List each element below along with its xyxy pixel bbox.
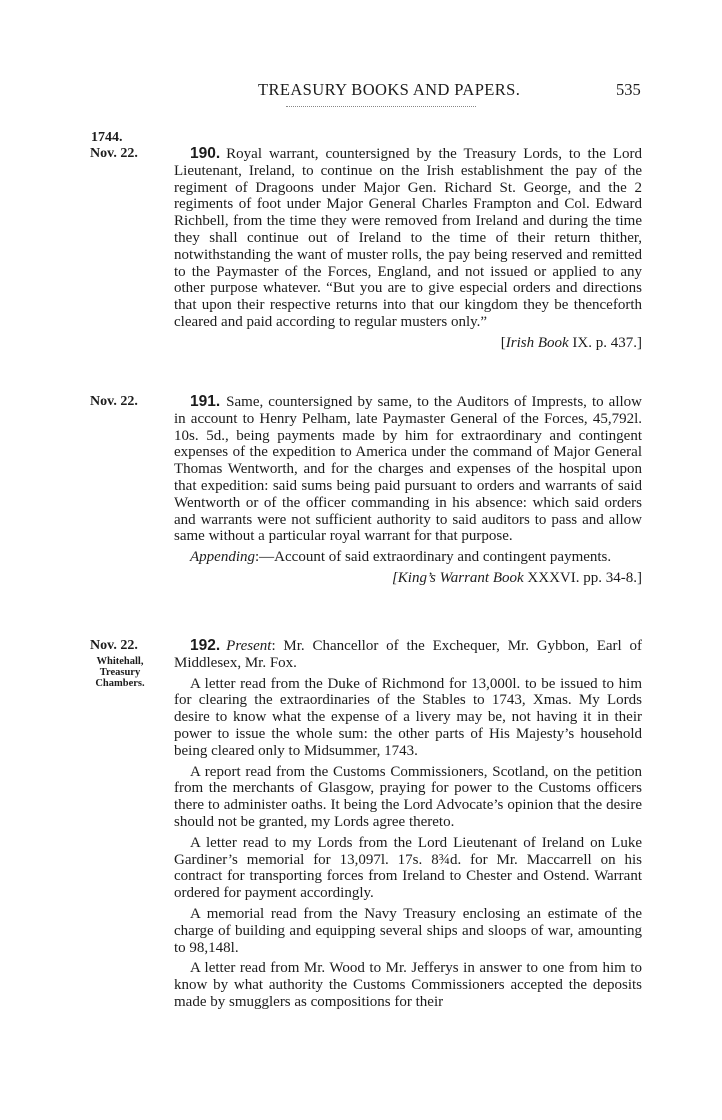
reference-book: Irish Book xyxy=(505,334,569,351)
reference-open: [ xyxy=(500,334,506,351)
year-marker: 1744. xyxy=(91,130,123,145)
entry-number: 190. xyxy=(190,145,221,162)
appending-note xyxy=(174,549,642,566)
paragraph: A letter read to my Lords from the Lord Lieutenant of Ireland on Luke Gardiner’s memorial for 13,097l. 17s. 8¾d. for Mr. Maccarrell on his contract for transporting forces from Ireland to Chester and Ostend. Warrant ordered for payment accordingly. xyxy=(174,834,642,902)
paragraph: A letter read from Mr. Wood to Mr. Jefferys in answer to one from him to know by what authority the Customs Commissioners accepted the deposits made by smugglers as compositions for their xyxy=(174,960,642,1010)
entry-text: Royal warrant, countersigned by the Treasury Lords, to the Lord Lieutenant, Ireland, to continue on the Irish establishment the pay of the regiment of Dragoons under Major Gen. Richard St. George, and the 2 regiments of foot under Major General Charles Frampton and Col. Edward Richbell, from the time they were removed from Ireland and during the time they shall continue out of Ireland to the time of their return thither, notwithstanding the want of muster rolls, the pay being reserved and remitted to the Paymaster of the Forces, England, and not issued or applied to any other purpose whatever. “But you are to give especial orders and directions that upon their respective returns into that our kingdom they be thenceforth cleared and paid according to regular musters only.” xyxy=(174,146,642,330)
entry-date: Nov. 22. xyxy=(90,638,138,653)
reference-volume: XXXVI. pp. 34-8.] xyxy=(527,569,642,586)
reference-volume: IX. p. 437.] xyxy=(572,334,642,351)
entry-number: 191. xyxy=(190,393,221,410)
entry-body xyxy=(174,638,642,1011)
present-label: Present xyxy=(226,638,272,654)
appending-label: Appending xyxy=(190,549,255,566)
running-title: TREASURY BOOKS AND PAPERS. xyxy=(258,80,521,99)
entry-date: Nov. 22. xyxy=(90,146,138,161)
entry-number: 192. xyxy=(190,637,221,654)
entry-body xyxy=(174,146,642,352)
paragraph: A memorial read from the Navy Treasury enclosing an estimate of the charge of building and equipping several ships and sloops of war, amounting to 98,148l. xyxy=(174,905,642,956)
paragraph: A letter read from the Duke of Richmond for 13,000l. to be issued to him for clearing the extraordinaries of the Stables to 1743, Xmas. My Lords desire to know what the expense of a livery may be, not having it in their power to issue the whole sum: the other parts of His Majesty’s household being cleared only to Midsummer, 1743. xyxy=(174,675,642,759)
appending-text: :—Account of said extraordinary and contingent payments. xyxy=(255,549,612,566)
paragraph: A report read from the Customs Commissioners, Scotland, on the petition from the merchants of Glasgow, praying for power to the Customs officers there to administer oaths. It being the Lord Advocate’s opinion that the desire should not be granted, my Lords agree thereto. xyxy=(174,763,642,830)
page-header xyxy=(0,80,722,110)
entry-reference xyxy=(174,570,642,587)
entry-date: Nov. 22. xyxy=(90,394,138,409)
header-rule xyxy=(286,106,476,107)
entry-body xyxy=(174,394,642,587)
entry-place: Whitehall, Treasury Chambers. xyxy=(95,656,145,689)
entry-text: Same, countersigned by same, to the Auditors of Imprests, to allow in account to Henry Pelham, late Paymaster General of the Forces, 45,792l. 10s. 5d., being payments made by him for extraordinary and contingent expenses of the expedition to America under the command of Major General Thomas Wentworth, and for the charges and expenses of the hospital upon that expedition: said sums being paid pursuant to orders and warrants of said Wentworth or of the officer commanding in his absence: which said orders and warrants were not sufficient authority to said auditors to pass and allow same without a particular royal warrant for that purpose. xyxy=(174,394,642,545)
entry-reference xyxy=(174,335,642,352)
page-number: 535 xyxy=(616,80,641,99)
reference-book: [King’s Warrant Book xyxy=(391,569,524,586)
present-text: : Mr. Chancellor of the Exchequer, Mr. Gybbon, Earl of Middlesex, Mr. Fox. xyxy=(174,638,642,671)
